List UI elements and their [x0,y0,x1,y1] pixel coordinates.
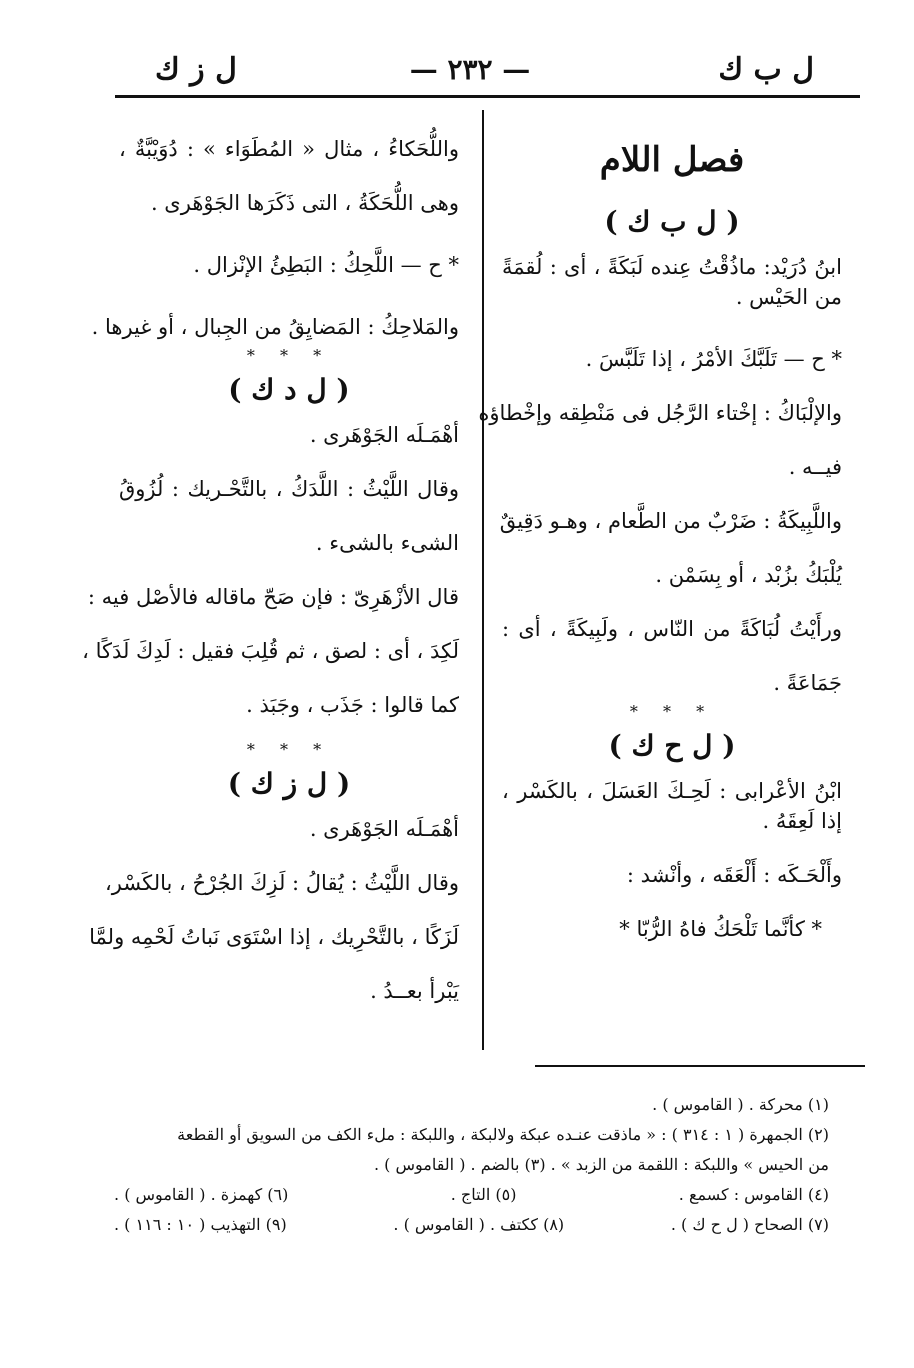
text-line: الشىء بالشىء . [315,531,459,555]
section-title: فصل اللام [599,140,745,180]
left-column [82,112,459,1006]
entry-heading-ldk: ( ل د ك ) [228,373,350,406]
text-line: والمَلاحِكُ : المَضايِقُ من الجِبال ، أو غيرها . [91,315,459,339]
text-line: قال الأزْهَرِىّ : فإن صَحّ ماقاله فالأصْل فيه : [87,585,459,609]
text-line: وهى اللُّحَكَةُ ، التى ذَكَرَها الجَوْهَرى . [150,191,459,215]
section-separator: * * * [246,346,332,365]
footnote: من الحيس » واللبكة : اللقمة من الزبد » . (٣) بالضم . ( القاموس ) . [373,1155,829,1174]
section-separator: * * * [246,740,332,759]
column-divider [482,110,484,1050]
footnote: (٨) ككتف . ( القاموس ) . [393,1215,565,1234]
text-line: وقال اللَّيْثُ : اللَّدَكُ ، بالتَّحْـريك : لُزُوقُ [119,477,459,501]
verse-line: * كأنَّما تَلْحَكُ فاهُ الرُّبّا * [619,917,822,941]
text-line: يُلْبَكُ بزُبْد ، أو بِسَمْن . [655,563,842,587]
text-line: وأَلْحَـكَه : أَلْعَقَه ، وأنْشد : [626,863,842,887]
footnote-row [114,1210,829,1240]
entry-heading-lbk: ( ل ب ك ) [604,205,740,238]
text-line: لَكِدَ ، أى : لصق ، ثم قُلِبَ فقيل : لَدِكَ لَدَكًا ، [82,639,459,663]
footnote: (٥) التاج . [450,1185,517,1204]
text-line: يَبْرأ بعــدُ . [370,979,459,1003]
header-root-left: ل ز ك [155,52,237,87]
text-line: ورأَيْتُ لُبَاكَةً من النّاس ، ولَبِيكَةً ، أى : [502,617,842,641]
footnote: (٦) كهمزة . ( القاموس ) . [114,1185,289,1204]
footnote-rule [535,1065,865,1067]
text-line: ابنُ دُرَيْد: ماذُقْتُ عِنده لَبَكَةً ، أى : لُقمَةً [502,255,842,279]
footnotes [114,1090,829,1240]
section-separator: * * * [629,702,715,721]
footnote: (٧) الصحاح ( ل ح ك ) . [670,1215,829,1234]
text-line: جَمَاعَةً . [773,671,842,695]
footnote: (٢) الجمهرة ( ١ : ٣١٤ ) : « ماذقت عنـده عبكة ولالبكة ، واللبكة : ملء الكف من السويق أو القطعة [177,1125,829,1144]
text-line: * ح — اللَّحِكُ : البَطِئُ الإنْزال . [193,253,459,277]
footnote: (٩) التهذيب ( ١٠ : ١١٦ ) . [114,1215,287,1234]
header-root-right: ل ب ك [718,52,814,87]
text-line: أهْمَـلَه الجَوْهَرى . [309,817,459,841]
header-rule [115,95,860,98]
text-line: كما قالوا : جَذَب ، وجَبَذ . [246,693,459,717]
text-line: * ح — تَلَبَّكَ الأمْرُ ، إذا تَلَبَّسَ . [585,347,842,371]
text-line: من الحَيْس . [735,285,842,309]
footnote-row [114,1180,829,1210]
text-line: أهْمَـلَه الجَوْهَرى . [309,423,459,447]
text-line: والإلْبَاكُ : إخْتاء الرَّجُل فى مَنْطِقه وإخْطاؤه [478,401,842,425]
text-line: واللَّبِيكَةُ : ضَرْبٌ من الطَّعام ، وهـو دَقِيقٌ [499,509,842,533]
footnote: (١) محركة . ( القاموس ) . [652,1095,829,1114]
text-line: وقال اللَّيْثُ : يُقالُ : لَزِكَ الجُرْحُ ، بالكَسْر، [105,871,459,895]
footnote: (٤) القاموس : كسمع . [678,1185,829,1204]
text-line: لَزَكًا ، بالتَّحْرِيك ، إذا اسْتَوَى نَباتُ لَحْمِه ولمَّا [89,925,459,949]
page-number: — ٢٣٢ — [409,53,531,86]
right-column [478,112,842,944]
entry-heading-lhk: ( ل ح ك ) [608,729,736,762]
text-line: ابْنُ الأعْرابى : لَحِـكَ العَسَلَ ، بالكَسْر ، [502,779,842,803]
text-line: فيــه . [788,455,842,479]
entry-heading-lzk: ( ل ز ك ) [227,767,351,800]
text-line: واللُّحَكاءُ ، مثال « المُطَوَاء » : دُوَيْبَّةٌ ، [119,137,459,161]
text-line: إذا لَعِقَهُ . [762,809,842,833]
